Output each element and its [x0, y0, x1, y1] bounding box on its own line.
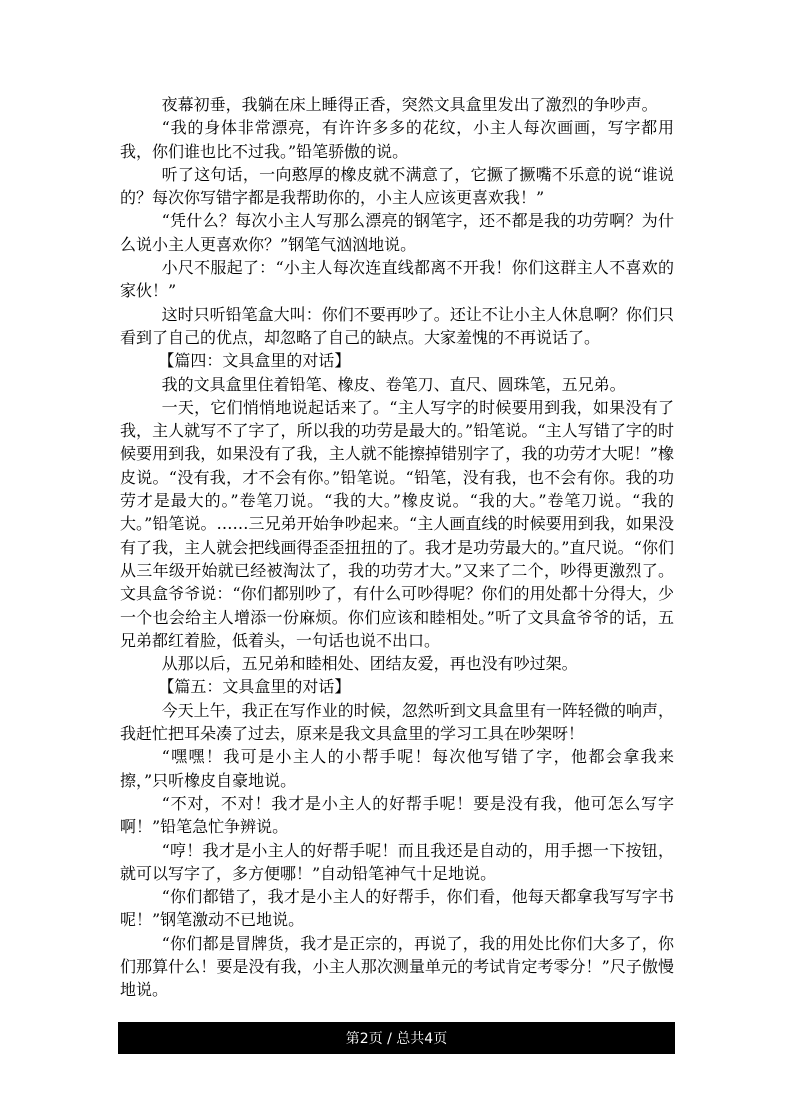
paragraph: “不对，不对！我才是小主人的好帮手呢！要是没有我，他可怎么写字啊！”铅笔急忙争辨说。 [120, 793, 674, 837]
paragraph: “我的身体非常漂亮，有许许多多的花纹，小主人每次画画，写字都用我，你们谁也比不过我。”铅笔骄傲的说。 [120, 118, 674, 161]
paragraph: “嘿嘿！我可是小主人的小帮手呢！每次他写错了字，他都会拿我来擦，”只听橡皮自豪地说。 [120, 747, 674, 790]
paragraph: 今天上午，我正在写作业的时候，忽然听到文具盒里有一阵轻微的响声，我赶忙把耳朵凑了过去，原来是我文具盒里的学习工具在吵架呀！ [120, 700, 674, 744]
paragraph: 小尺不服起了：“小主人每次连直线都离不开我！你们这群主人不喜欢的家伙！” [120, 258, 674, 301]
paragraph: “你们都错了，我才是小主人的好帮手，你们看，他每天都拿我写写字书呢！”钢笔激动不已地说。 [120, 887, 674, 930]
paragraph: 我的文具盒里住着铅笔、橡皮、卷笔刀、直尺、圆珠笔，五兄弟。 [161, 374, 626, 394]
paragraph: “你们都是冒牌货，我才是正宗的，再说了，我的用处比你们大多了，你们那算什么！要是没有我，小主人那次测量单元的考试肯定考零分！”尺子傲慢地说。 [120, 933, 674, 1000]
section-heading: 【篇四：文具盒里的对话】 [158, 351, 351, 371]
paragraph: 这时只听铅笔盒大叫：你们不要再吵了。还让不让小主人休息啊？你们只看到了自己的优点，却忽略了自己的缺点。大家羞愧的不再说话了。 [120, 304, 674, 347]
paragraph: “哼！我才是小主人的好帮手呢！而且我还是自动的，用手摁一下按钮，就可以写字了，多方便哪！”自动铅笔神气十足地说。 [120, 840, 674, 883]
section-heading: 【篇五：文具盒里的对话】 [158, 677, 351, 697]
paragraph: 听了这句话，一向憨厚的橡皮就不满意了，它撅了撅嘴不乐意的说“谁说的？每次你写错字都是我帮助你的，小主人应该更喜欢我！” [120, 164, 674, 208]
paragraph: “凭什么？每次小主人写那么漂亮的钢笔字，还不都是我的功劳啊？为什么说小主人更喜欢你？”钢笔气汹汹地说。 [120, 211, 674, 254]
paragraph: 一天，它们悄悄地说起话来了。“主人写字的时候要用到我，如果没有了我，主人就写不了字了，所以我的功劳是最大的。”铅笔说。“主人写错了字的时候要用到我，如果没有了我，主人就不能擦掉错别字了，我的功劳才大呢！”橡皮说。“没有我，才不会有你。”铅笔说。“铅笔，没有我，也不会有你。我的功劳才是最大的。”卷笔刀说。“我的大。”橡皮说。“我的大。”卷笔刀说。“我的大。”铅笔说。……三兄弟开始争吵起来。“主人画直线的时候要用到我，如果没有了我，主人就会把线画得歪歪扭扭的了。我才是功劳最大的。”直尺说。“你们从三年级开始就已经被淘汰了，我的功劳才大。”又来了二个，吵得更激烈了。文具盒爷爷说：“你们都别吵了，有什么可吵得呢？你们的用处都十分得大，少一个也会给主人增添一份麻烦。你们应该和睦相处。”听了文具盒爷爷的话，五兄弟都红着脸，低着头，一句话也说不出口。 [120, 397, 674, 650]
paragraph: 从那以后，五兄弟和睦相处、团结友爱，再也没有吵过架。 [161, 654, 578, 674]
paragraph: 夜幕初垂，我躺在床上睡得正香，突然文具盒里发出了激烈的争吵声。 [161, 95, 658, 114]
page-number-label: 第2页 / 总共4页 [345, 1031, 448, 1047]
document-body [120, 93, 674, 1002]
page-footer [118, 1022, 675, 1054]
